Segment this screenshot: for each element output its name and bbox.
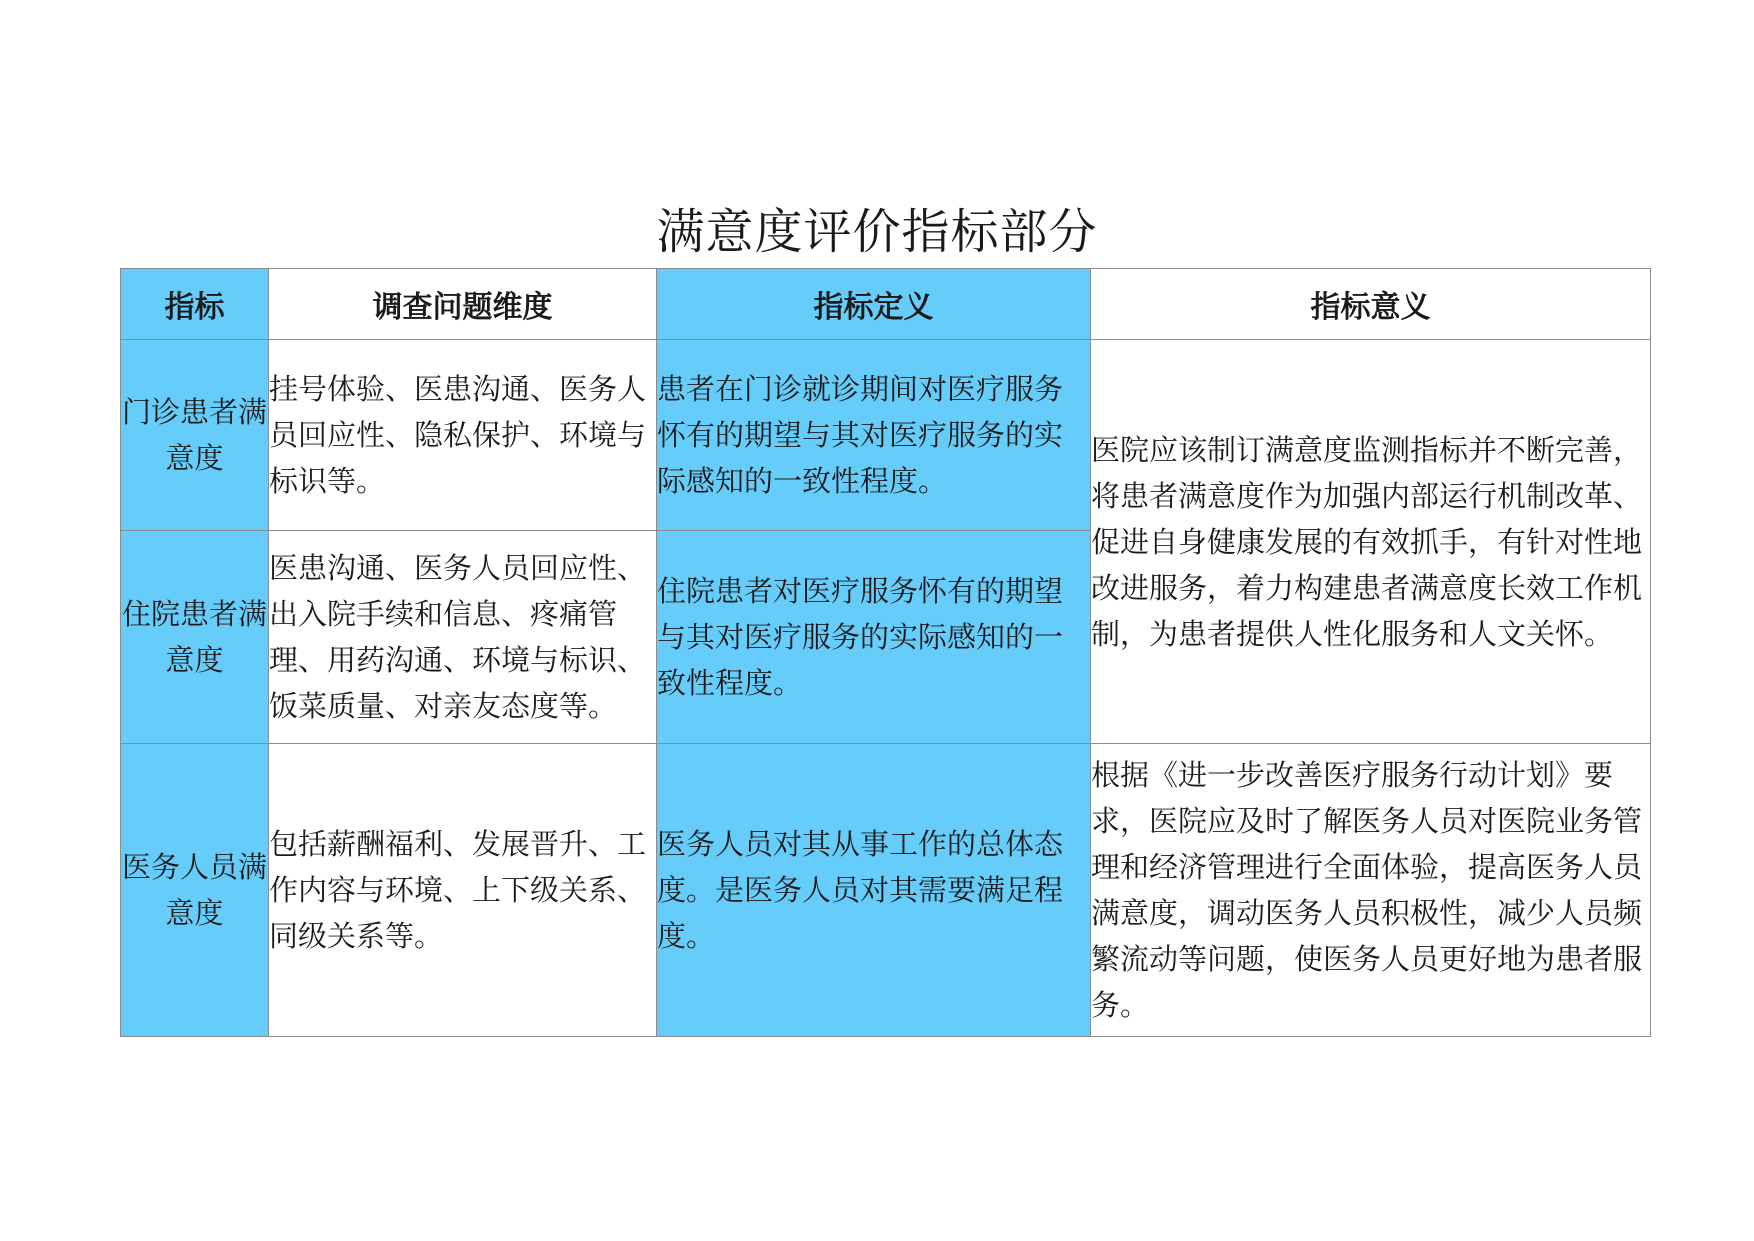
indicator-cell: 住院患者满意度 xyxy=(121,531,269,744)
header-definition: 指标定义 xyxy=(657,269,1091,340)
indicator-cell: 门诊患者满意度 xyxy=(121,340,269,531)
dimensions-cell: 医患沟通、医务人员回应性、出入院手续和信息、疼痛管理、用药沟通、环境与标识、饭菜质量、对亲友态度等。 xyxy=(269,531,657,744)
metrics-table xyxy=(120,268,1651,1037)
indicator-cell: 医务人员满意度 xyxy=(121,744,269,1037)
definition-cell: 住院患者对医疗服务怀有的期望与其对医疗服务的实际感知的一致性程度。 xyxy=(657,531,1091,744)
page-title: 满意度评价指标部分 xyxy=(656,204,1098,260)
table-row xyxy=(121,340,1651,531)
definition-cell: 医务人员对其从事工作的总体态度。是医务人员对其需要满足程度。 xyxy=(657,744,1091,1037)
dimensions-cell: 包括薪酬福利、发展晋升、工作内容与环境、上下级关系、同级关系等。 xyxy=(269,744,657,1037)
significance-cell: 医院应该制订满意度监测指标并不断完善，将患者满意度作为加强内部运行机制改革、促进自身健康发展的有效抓手，有针对性地改进服务，着力构建患者满意度长效工作机制，为患者提供人性化服务和人文关怀。 xyxy=(1091,340,1651,744)
header-significance: 指标意义 xyxy=(1091,269,1651,340)
table-header-row xyxy=(121,269,1651,340)
significance-cell: 根据《进一步改善医疗服务行动计划》要求，医院应及时了解医务人员对医院业务管理和经济管理进行全面体验，提高医务人员满意度，调动医务人员积极性，减少人员频繁流动等问题，使医务人员更好地为患者服务。 xyxy=(1091,744,1651,1037)
definition-cell: 患者在门诊就诊期间对医疗服务怀有的期望与其对医疗服务的实际感知的一致性程度。 xyxy=(657,340,1091,531)
dimensions-cell: 挂号体验、医患沟通、医务人员回应性、隐私保护、环境与标识等。 xyxy=(269,340,657,531)
table-row xyxy=(121,744,1651,1037)
header-indicator: 指标 xyxy=(121,269,269,340)
header-dimensions: 调查问题维度 xyxy=(269,269,657,340)
